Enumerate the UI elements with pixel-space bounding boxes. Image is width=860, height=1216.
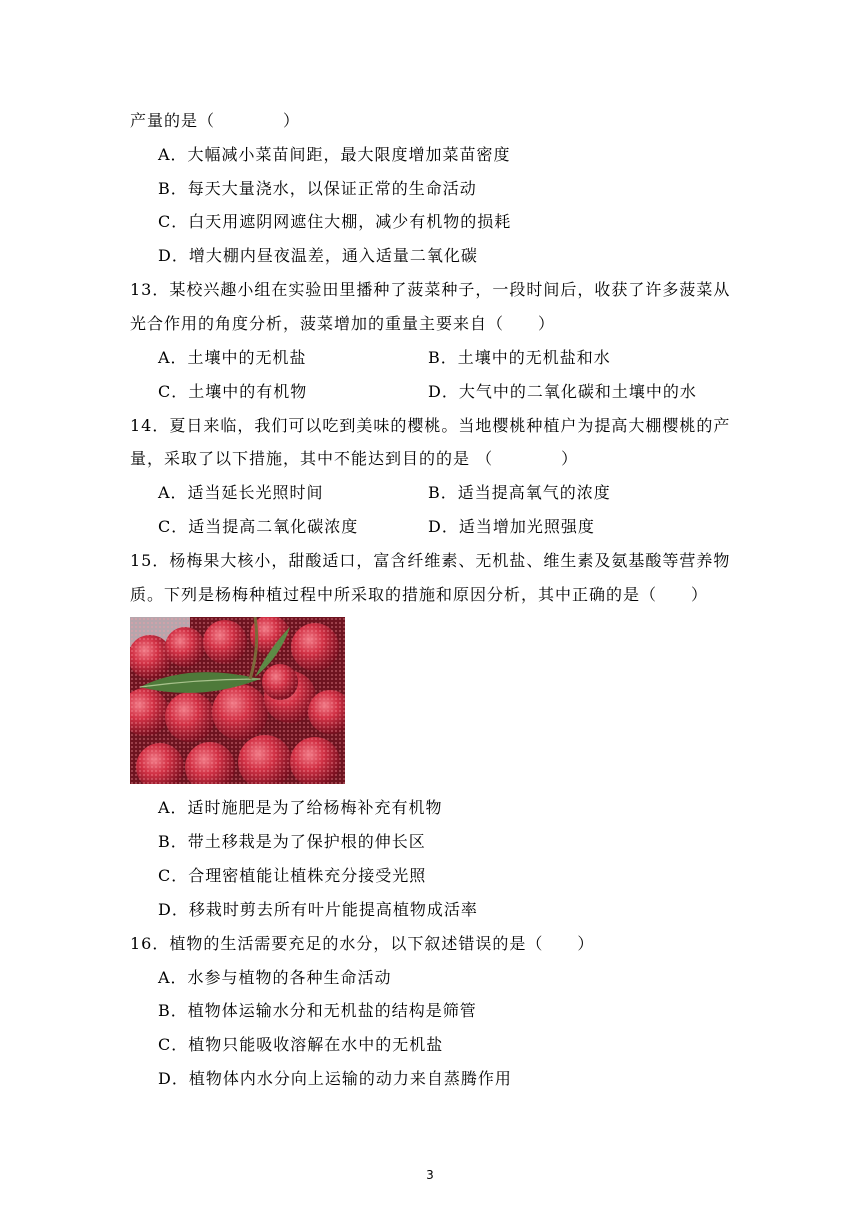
q12-stem-end: 产量的是（ ） xyxy=(130,111,301,130)
q16-option-c: C．植物只能吸收溶解在水中的无机盐 xyxy=(158,1035,444,1054)
q16-option-a: A．水参与植物的各种生命活动 xyxy=(158,968,392,987)
q14-option-d: D．适当增加光照强度 xyxy=(428,517,595,536)
q13-option-c: C．土壤中的有机物 xyxy=(158,382,308,401)
q16-option-d: D．植物体内水分向上运输的动力来自蒸腾作用 xyxy=(158,1069,512,1088)
q14-stem-line2: 量，采取了以下措施，其中不能达到目的的是 （ ） xyxy=(130,449,579,468)
q16-stem-line1: 16．植物的生活需要充足的水分，以下叙述错误的是（ ） xyxy=(130,934,595,953)
q14-option-a: A．适当延长光照时间 xyxy=(158,483,324,502)
q13-stem-line1: 13．某校兴趣小组在实验田里播种了菠菜种子，一段时间后，收获了许多菠菜从 xyxy=(130,280,731,299)
page-number: 3 xyxy=(426,1168,434,1182)
q15-option-d: D．移栽时剪去所有叶片能提高植物成活率 xyxy=(158,900,478,919)
q13-stem-line2: 光合作用的角度分析，菠菜增加的重量主要来自（ ） xyxy=(130,314,556,333)
q12-option-a: A．大幅减小菜苗间距，最大限度增加菜苗密度 xyxy=(158,145,511,164)
q14-option-b: B．适当提高氧气的浓度 xyxy=(428,483,611,502)
q15-option-a: A．适时施肥是为了给杨梅补充有机物 xyxy=(158,798,443,817)
q12-option-c: C．白天用遮阴网遮住大棚，减少有机物的损耗 xyxy=(158,212,512,231)
q15-option-b: B．带土移栽是为了保护根的伸长区 xyxy=(158,832,426,851)
q14-stem-line1: 14．夏日来临，我们可以吃到美味的樱桃。当地樱桃种植户为提高大棚樱桃的产 xyxy=(130,416,731,435)
q13-option-b: B．土壤中的无机盐和水 xyxy=(428,348,611,367)
q14-option-c: C．适当提高二氧化碳浓度 xyxy=(158,517,359,536)
q12-option-d: D．增大棚内昼夜温差，通入适量二氧化碳 xyxy=(158,246,478,265)
q12-option-b: B．每天大量浇水，以保证正常的生命活动 xyxy=(158,179,477,198)
q15-stem-line2: 质。下列是杨梅种植过程中所采取的措施和原因分析，其中正确的是（ ） xyxy=(130,585,709,604)
q13-option-a: A．土壤中的无机盐 xyxy=(158,348,307,367)
bayberry-photo xyxy=(130,617,345,784)
q15-stem-line1: 15．杨梅果大核小，甜酸适口，富含纤维素、无机盐、维生素及氨基酸等营养物 xyxy=(130,551,731,570)
q15-option-c: C．合理密植能让植株充分接受光照 xyxy=(158,866,427,885)
q16-option-b: B．植物体运输水分和无机盐的结构是筛管 xyxy=(158,1001,477,1020)
q13-option-d: D．大气中的二氧化碳和土壤中的水 xyxy=(428,382,697,401)
